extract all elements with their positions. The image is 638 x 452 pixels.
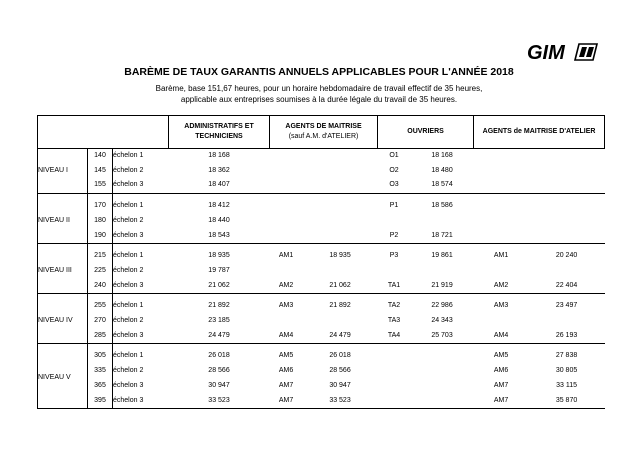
am-value-cell: 30 947 [329,381,351,389]
coefficient-cell: 285 [88,329,113,344]
header-am-line-1: AGENTS DE MAITRISE [285,122,362,130]
table-row [38,279,605,294]
echelon-cell: échelon 3 [113,381,144,389]
am-atelier-value-cell [529,214,605,229]
header-admin-line-1: ADMINISTRATIFS ET [184,122,254,130]
coefficient-cell: 335 [88,364,113,379]
am-atelier-code-cell: AM4 [474,329,529,344]
am-value-cell [303,149,378,164]
gim-logo-text: GIM [527,42,565,64]
am-code-cell: AM6 [278,367,294,375]
am-value-cell: 26 018 [329,352,351,360]
ouvrier-code-cell [378,214,411,229]
echelon-cell: échelon 3 [113,229,169,244]
am-value-cell [303,194,378,214]
echelon-cell: échelon 1 [113,202,144,210]
table-body [38,149,605,409]
am-value-cell: 21 892 [329,302,351,310]
ouvrier-code-cell: P2 [378,229,411,244]
ouvrier-value-cell: 18 168 [431,152,453,159]
am-code-cell [270,149,303,164]
am-value-cell [303,314,378,329]
niveau-cell: NIVEAU I [38,149,88,194]
ouvrier-code-cell [378,344,411,364]
gim-logo-mark [575,44,597,60]
echelon-cell: échelon 2 [113,216,144,224]
echelon-cell: échelon 1 [113,352,144,360]
coefficient-cell: 255 [88,294,113,314]
admin-value-cell: 18 543 [169,229,270,244]
table-row [38,194,605,214]
table-row [38,364,605,379]
admin-value-cell: 18 407 [169,178,270,193]
ouvrier-value-cell: 25 703 [411,329,474,344]
admin-value-cell: 18 412 [208,202,230,210]
gim-logo [527,40,599,64]
am-atelier-code-cell: AM6 [493,367,509,375]
am-code-cell: AM5 [278,352,294,360]
table-row [38,149,605,164]
am-atelier-value-cell [529,229,605,244]
table-row [38,329,605,344]
ouvrier-value-cell: 24 343 [431,317,453,325]
am-atelier-value-cell [529,149,605,164]
coefficient-cell: 145 [88,164,113,179]
header-ouvriers: OUVRIERS [378,116,474,149]
am-code-cell: AM7 [278,381,294,389]
am-atelier-code-cell [474,178,529,193]
ouvrier-code-cell [378,394,411,409]
ouvrier-code-cell [378,379,411,394]
am-value-cell: 21 062 [303,279,378,294]
table-row [38,294,605,314]
echelon-cell: échelon 3 [113,279,169,294]
ouvrier-code-cell: P3 [389,252,399,260]
ouvrier-value-cell [411,344,474,364]
am-code-cell [270,164,303,179]
niveau-cell: NIVEAU V [38,344,88,409]
admin-value-cell: 23 185 [208,317,230,325]
ouvrier-value-cell: 18 574 [411,178,474,193]
ouvrier-value-cell [411,379,474,394]
am-value-cell [303,164,378,179]
ouvrier-code-cell: O3 [378,178,411,193]
am-code-cell [270,194,303,214]
ouvrier-code-cell: O2 [389,166,399,174]
coefficient-cell: 395 [88,394,113,409]
admin-value-cell: 26 018 [208,352,230,360]
am-atelier-code-cell: AM1 [493,252,509,260]
niveau-cell: NIVEAU II [38,194,88,244]
am-code-cell [270,214,303,229]
am-atelier-code-cell [474,194,529,214]
ouvrier-value-cell [411,364,474,379]
ouvrier-value-cell: 21 919 [411,279,474,294]
table-row [38,164,605,179]
admin-value-cell: 18 362 [208,166,230,174]
am-atelier-value-cell [529,264,605,279]
echelon-cell: échelon 1 [113,152,144,159]
am-atelier-value-cell: 22 404 [529,279,605,294]
am-atelier-value-cell [529,164,605,179]
ouvrier-value-cell: 19 861 [431,252,453,260]
table-row [38,394,605,409]
admin-value-cell: 24 479 [169,329,270,344]
ouvrier-code-cell [378,264,411,279]
echelon-cell: échelon 3 [113,178,169,193]
ouvrier-code-cell: TA3 [387,317,401,325]
am-value-cell [303,214,378,229]
table-row [38,379,605,394]
coefficient-cell: 270 [88,314,113,329]
subtitle-line-1: Barème, base 151,67 heures, pour un horaire hebdomadaire de travail effectif de 35 heures, [155,84,483,93]
echelon-cell: échelon 3 [113,394,169,409]
am-atelier-value-cell: 20 240 [555,252,578,260]
am-atelier-value-cell: 30 805 [555,367,578,375]
ouvrier-value-cell: 22 986 [431,302,453,310]
admin-value-cell: 28 566 [208,367,230,375]
table-row [38,214,605,229]
subtitle-line-2: applicable aux entreprises soumises à la durée légale du travail de 35 heures. [180,95,458,104]
am-code-cell [270,314,303,329]
ouvrier-value-cell [411,394,474,409]
am-atelier-value-cell: 35 870 [529,394,605,409]
am-atelier-code-cell [474,164,529,179]
echelon-cell: échelon 1 [113,252,144,260]
am-atelier-code-cell [474,149,529,164]
am-code-cell: AM2 [270,279,303,294]
am-atelier-code-cell: AM3 [493,302,509,310]
am-value-cell: 24 479 [303,329,378,344]
ouvrier-value-cell: 18 586 [431,202,453,210]
header-admin-line-2: TECHNICIENS [195,133,243,140]
ouvrier-code-cell: O1 [389,152,399,159]
header-admin-techniciens [169,116,270,149]
echelon-cell: échelon 2 [113,166,144,174]
am-value-cell [303,264,378,279]
am-value-cell: 28 566 [329,367,351,375]
ouvrier-value-cell: 18 721 [411,229,474,244]
ouvrier-code-cell: TA2 [387,302,401,310]
header-empty [38,116,169,149]
admin-value-cell: 18 440 [208,216,230,224]
coefficient-cell: 180 [88,214,113,229]
admin-value-cell: 33 523 [169,394,270,409]
admin-value-cell: 21 892 [208,302,230,310]
am-code-cell [270,229,303,244]
ouvrier-code-cell [378,364,411,379]
am-code-cell [270,178,303,193]
echelon-cell: échelon 2 [113,367,144,375]
echelon-cell: échelon 1 [113,302,144,310]
am-atelier-code-cell [474,314,529,329]
am-code-cell [270,264,303,279]
ouvrier-value-cell [411,214,474,229]
table-row [38,344,605,364]
admin-value-cell: 18 935 [208,252,230,260]
echelon-cell: échelon 3 [113,329,169,344]
am-code-cell: AM3 [278,302,294,310]
am-value-cell [303,178,378,193]
coefficient-cell: 170 [88,194,113,214]
admin-value-cell: 19 787 [208,266,230,274]
am-atelier-value-cell: 23 497 [555,302,578,310]
admin-value-cell: 21 062 [169,279,270,294]
coefficient-cell: 215 [88,244,113,264]
am-atelier-code-cell [474,264,529,279]
am-code-cell: AM7 [270,394,303,409]
am-atelier-value-cell: 26 193 [529,329,605,344]
am-atelier-code-cell [474,229,529,244]
salary-table [37,115,605,409]
admin-value-cell: 18 168 [208,152,230,159]
am-code-cell: AM1 [278,252,294,260]
coefficient-cell: 140 [88,149,113,164]
am-atelier-value-cell: 27 838 [555,352,578,360]
am-atelier-value-cell [529,314,605,329]
coefficient-cell: 190 [88,229,113,244]
page-title: BARÈME DE TAUX GARANTIS ANNUELS APPLICABLES POUR L'ANNÉE 2018 [124,66,514,78]
ouvrier-value-cell: 18 480 [431,166,453,174]
am-atelier-code-cell: AM7 [474,394,529,409]
coefficient-cell: 240 [88,279,113,294]
am-value-cell [303,229,378,244]
coefficient-cell: 305 [88,344,113,364]
coefficient-cell: 155 [88,178,113,193]
coefficient-cell: 365 [88,379,113,394]
table-row [38,314,605,329]
table-row [38,229,605,244]
header-am-line-2: (sauf A.M. d'ATELIER) [288,133,359,140]
coefficient-cell: 225 [88,264,113,279]
am-value-cell: 33 523 [303,394,378,409]
header-agents-maitrise [270,116,378,149]
table-row [38,244,605,264]
am-atelier-code-cell: AM5 [493,352,509,360]
ouvrier-code-cell: P1 [389,202,399,210]
am-atelier-value-cell [529,178,605,193]
am-atelier-code-cell [474,214,529,229]
am-atelier-code-cell: AM7 [493,381,509,389]
table-row [38,178,605,193]
ouvrier-code-cell: TA1 [378,279,411,294]
ouvrier-value-cell [411,264,474,279]
admin-value-cell: 30 947 [208,381,230,389]
am-value-cell: 18 935 [329,252,351,260]
echelon-cell: échelon 2 [113,266,144,274]
am-code-cell: AM4 [270,329,303,344]
echelon-cell: échelon 2 [113,317,144,325]
am-atelier-value-cell [529,194,605,214]
niveau-cell: NIVEAU III [38,244,88,294]
table-header-row [38,116,605,149]
header-am-atelier: AGENTS de MAITRISE D'ATELIER [474,116,605,149]
table-row [38,264,605,279]
niveau-cell: NIVEAU IV [38,294,88,344]
am-atelier-value-cell: 33 115 [556,381,577,389]
ouvrier-code-cell: TA4 [378,329,411,344]
am-atelier-code-cell: AM2 [474,279,529,294]
